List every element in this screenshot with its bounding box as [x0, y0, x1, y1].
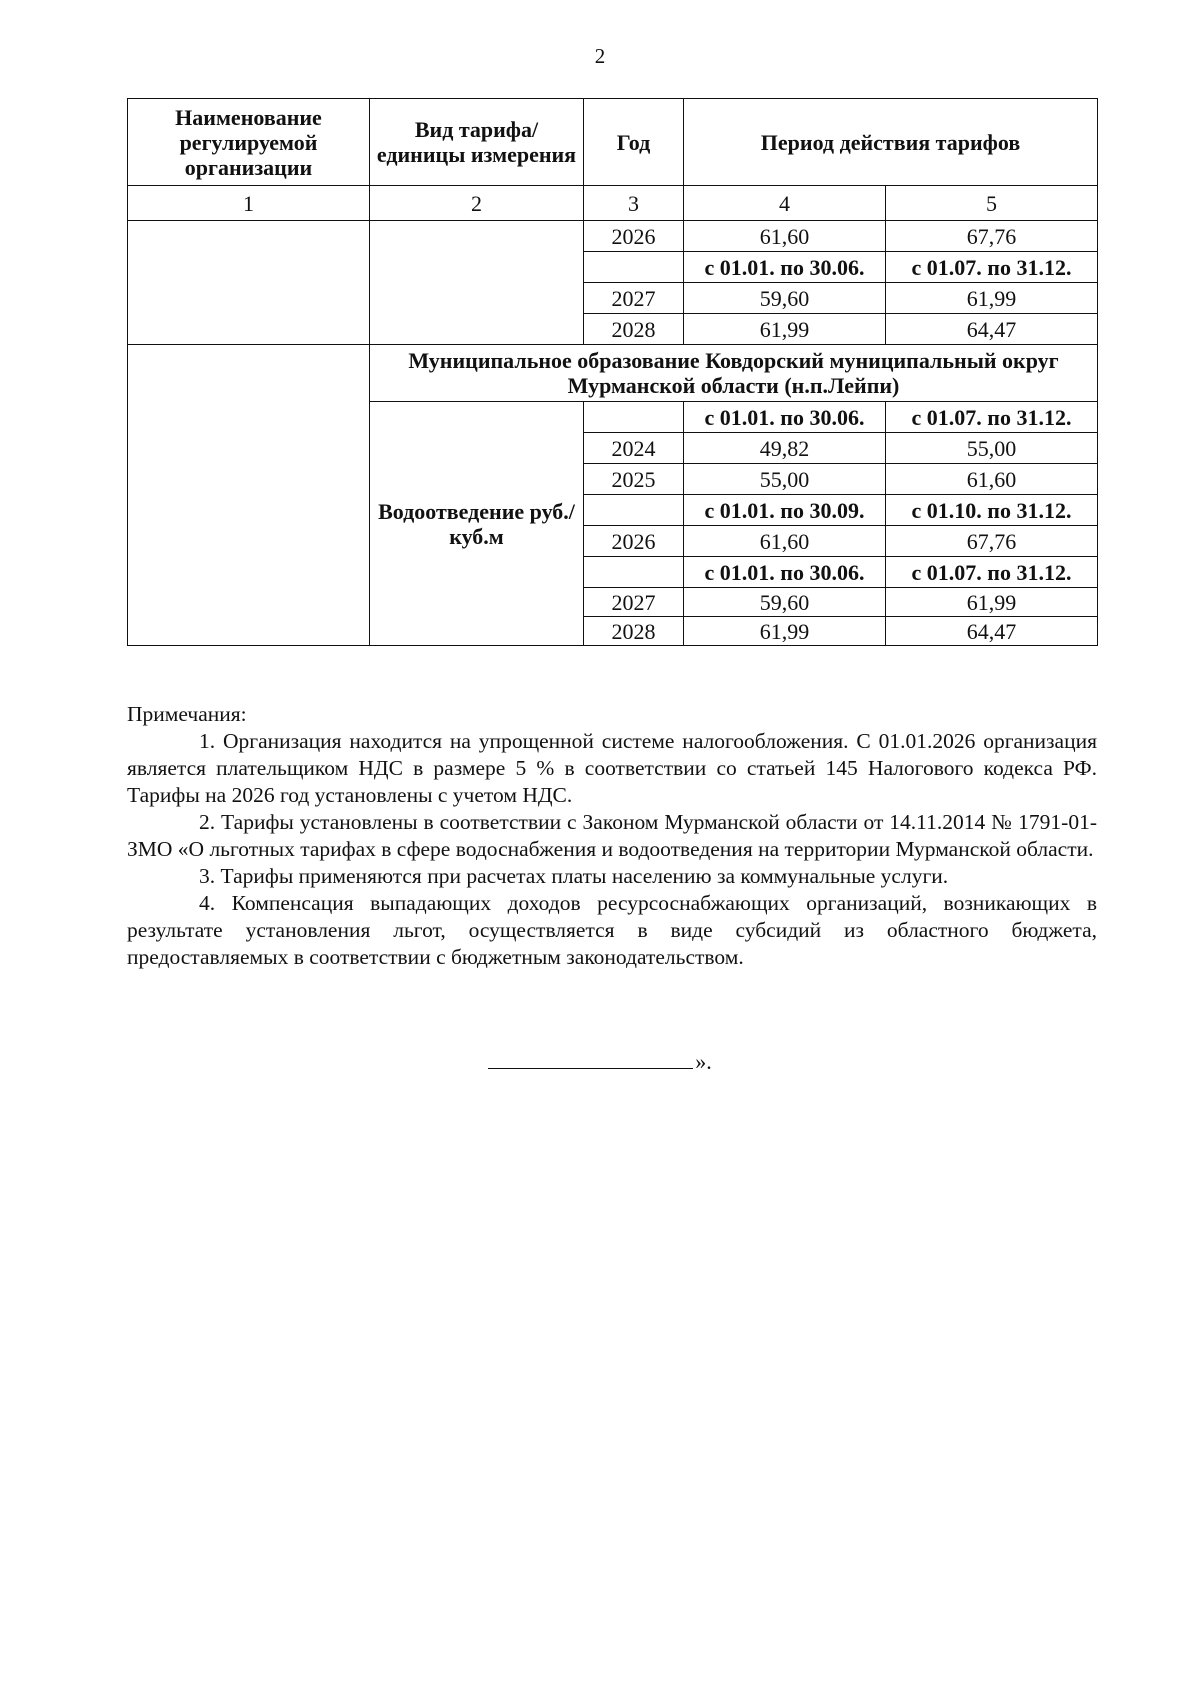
header-org: Наименование регулируемой организации [128, 99, 370, 186]
year-cell: 2027 [584, 283, 684, 314]
value-cell: 61,60 [684, 526, 886, 557]
period-cell: с 01.07. по 31.12. [886, 557, 1098, 588]
year-cell [584, 252, 684, 283]
org-cell-empty [128, 345, 370, 646]
value-cell: 67,76 [886, 221, 1098, 252]
municipality-row [128, 345, 1098, 402]
value-cell: 61,99 [684, 617, 886, 646]
period-cell: с 01.07. по 31.12. [886, 402, 1098, 433]
value-cell: 67,76 [886, 526, 1098, 557]
col-number: 2 [370, 186, 584, 221]
year-cell: 2026 [584, 526, 684, 557]
value-cell: 55,00 [886, 433, 1098, 464]
year-cell [584, 495, 684, 526]
value-cell: 61,99 [886, 588, 1098, 617]
value-cell: 49,82 [684, 433, 886, 464]
value-cell: 59,60 [684, 588, 886, 617]
note-item: 3. Тарифы применяются при расчетах платы населению за коммунальные услуги. [199, 864, 949, 888]
value-cell: 64,47 [886, 617, 1098, 646]
year-cell: 2028 [584, 314, 684, 345]
year-cell: 2024 [584, 433, 684, 464]
value-cell: 61,60 [684, 221, 886, 252]
year-cell: 2025 [584, 464, 684, 495]
year-cell: 2027 [584, 588, 684, 617]
header-year: Год [584, 99, 684, 186]
value-cell: 59,60 [684, 283, 886, 314]
col-number: 4 [684, 186, 886, 221]
period-cell: с 01.01. по 30.09. [684, 495, 886, 526]
closing-quote: ». [695, 1049, 712, 1074]
header-period: Период действия тарифов [684, 99, 1098, 186]
notes-title: Примечания: [127, 702, 247, 726]
type-cell-empty [370, 221, 584, 345]
end-underline [488, 1048, 693, 1069]
value-cell: 55,00 [684, 464, 886, 495]
col-number: 1 [128, 186, 370, 221]
year-cell: 2028 [584, 617, 684, 646]
header-type: Вид тарифа/единицы измерения [370, 99, 584, 186]
value-cell: 61,99 [886, 283, 1098, 314]
year-cell [584, 402, 684, 433]
note-item: 1. Организация находится на упрощенной системе налогообложения. С 01.01.2026 организация является плательщиком НДС в размере 5 % в соответствии со статьей 145 Налогового кодекса РФ. Тарифы на 2026 год установлены с учетом НДС. [127, 729, 1097, 807]
org-cell-empty [128, 221, 370, 345]
period-cell: с 01.10. по 31.12. [886, 495, 1098, 526]
notes-section [127, 701, 1097, 971]
service-cell: Водоотведение руб./куб.м [370, 402, 584, 646]
col-number: 5 [886, 186, 1098, 221]
note-item: 2. Тарифы установлены в соответствии с Законом Мурманской области от 14.11.2014 № 1791-01-ЗМО «О льготных тарифах в сфере водоснабжения и водоотведения на территории Мурманской области. [127, 810, 1097, 861]
value-cell: 61,60 [886, 464, 1098, 495]
period-cell: с 01.01. по 30.06. [684, 402, 886, 433]
year-cell: 2026 [584, 221, 684, 252]
col-number: 3 [584, 186, 684, 221]
note-item: 4. Компенсация выпадающих доходов ресурсоснабжающих организаций, возникающих в результате установления льгот, осуществляется в виде субсидий из областного бюджета, предоставляемых в соответствии с бюджетным законодательством. [127, 891, 1097, 969]
period-cell: с 01.01. по 30.06. [684, 252, 886, 283]
table-row [128, 221, 1098, 252]
table-header-row [128, 99, 1098, 186]
column-numbers-row [128, 186, 1098, 221]
value-cell: 64,47 [886, 314, 1098, 345]
page-number: 2 [594, 44, 606, 68]
municipality-heading: Муниципальное образование Ковдорский муниципальный округ Мурманской области (н.п.Лейпи) [370, 345, 1098, 402]
period-cell: с 01.01. по 30.06. [684, 557, 886, 588]
value-cell: 61,99 [684, 314, 886, 345]
document-end-mark [0, 1048, 1200, 1075]
tariff-table [127, 98, 1098, 646]
year-cell [584, 557, 684, 588]
period-cell: с 01.07. по 31.12. [886, 252, 1098, 283]
